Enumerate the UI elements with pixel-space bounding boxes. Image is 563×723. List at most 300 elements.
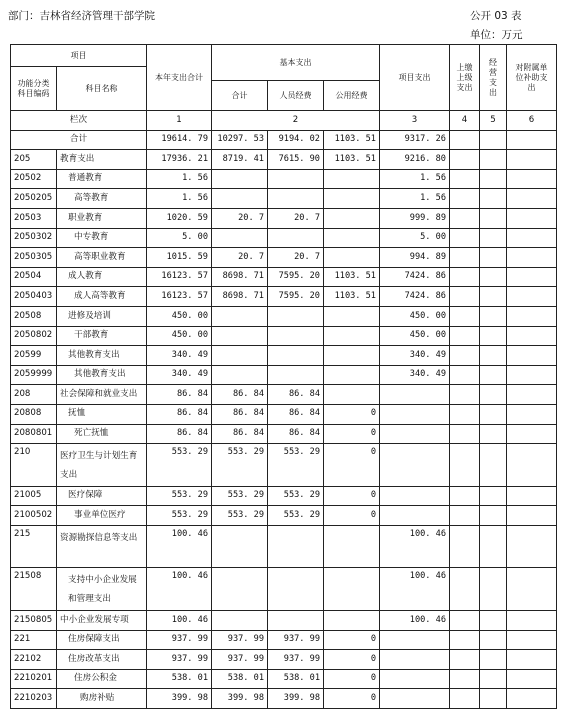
total-business [480, 130, 507, 150]
public-cell [324, 365, 380, 385]
table-number: 公开 03 表 [470, 10, 522, 22]
business-cell [480, 385, 507, 405]
public-cell [324, 169, 380, 189]
name-cell: 医疗保障 [57, 486, 147, 506]
project-cell: 9216. 80 [380, 150, 450, 170]
name-cell: 购房补贴 [57, 689, 147, 709]
upper-cell [450, 326, 480, 346]
business-cell [480, 208, 507, 228]
personnel-cell [268, 326, 324, 346]
subsidy-cell [507, 287, 557, 307]
business-cell [480, 267, 507, 287]
public-cell [324, 568, 380, 611]
public-cell [324, 189, 380, 209]
name-cell: 社会保障和就业支出 [57, 385, 147, 405]
subsidy-cell [507, 346, 557, 366]
total-label: 合计 [11, 130, 147, 150]
total-cell: 100. 46 [147, 611, 212, 631]
total-cell: 5. 00 [147, 228, 212, 248]
personnel-cell: 538. 01 [268, 669, 324, 689]
basic-total-cell: 20. 7 [212, 208, 268, 228]
header-public: 公用经费 [324, 81, 380, 111]
name-cell: 成人教育 [57, 267, 147, 287]
subsidy-cell [507, 444, 557, 487]
project-cell: 100. 46 [380, 568, 450, 611]
table-row [11, 365, 557, 385]
unit-label: 单位：万元 [470, 29, 523, 41]
upper-cell [450, 506, 480, 526]
basic-total-cell: 937. 99 [212, 630, 268, 650]
name-cell: 干部教育 [57, 326, 147, 346]
upper-cell [450, 444, 480, 487]
table-row [11, 267, 557, 287]
name-cell: 成人高等教育 [57, 287, 147, 307]
table-row [11, 525, 557, 568]
personnel-cell [268, 365, 324, 385]
table-row [11, 346, 557, 366]
public-cell: 0 [324, 689, 380, 709]
table-row [11, 444, 557, 487]
public-cell [324, 525, 380, 568]
subsidy-cell [507, 650, 557, 670]
index-2: 2 [212, 111, 380, 131]
code-cell: 20502 [11, 169, 57, 189]
total-upper [450, 130, 480, 150]
subsidy-cell [507, 630, 557, 650]
subsidy-cell [507, 306, 557, 326]
project-cell: 100. 46 [380, 611, 450, 631]
business-cell [480, 486, 507, 506]
name-cell: 进修及培训 [57, 306, 147, 326]
code-cell: 21005 [11, 486, 57, 506]
public-cell: 0 [324, 650, 380, 670]
total-cell: 553. 29 [147, 444, 212, 487]
total-project: 9317. 26 [380, 130, 450, 150]
business-cell [480, 189, 507, 209]
public-cell [324, 385, 380, 405]
basic-total-cell [212, 306, 268, 326]
upper-cell [450, 150, 480, 170]
business-cell [480, 306, 507, 326]
code-cell: 22102 [11, 650, 57, 670]
subsidy-cell [507, 267, 557, 287]
name-cell: 支持中小企业发展和管理支出 [57, 568, 147, 611]
table-row [11, 669, 557, 689]
header-item: 项目 [11, 45, 147, 67]
business-cell [480, 287, 507, 307]
basic-total-cell: 538. 01 [212, 669, 268, 689]
total-cell: 450. 00 [147, 306, 212, 326]
table-row [11, 689, 557, 709]
project-cell [380, 630, 450, 650]
business-cell [480, 150, 507, 170]
public-cell: 0 [324, 404, 380, 424]
total-cell: 399. 98 [147, 689, 212, 709]
upper-cell [450, 630, 480, 650]
name-cell: 住房改革支出 [57, 650, 147, 670]
public-cell: 1103. 51 [324, 287, 380, 307]
project-cell: 1. 56 [380, 169, 450, 189]
personnel-cell: 7615. 90 [268, 150, 324, 170]
name-cell: 高等教育 [57, 189, 147, 209]
total-cell: 937. 99 [147, 650, 212, 670]
project-cell [380, 650, 450, 670]
project-cell [380, 689, 450, 709]
upper-cell [450, 267, 480, 287]
basic-total-cell: 8698. 71 [212, 287, 268, 307]
name-cell: 资源勘探信息等支出 [57, 525, 147, 568]
basic-total-cell: 8698. 71 [212, 267, 268, 287]
header-basic: 基本支出 [212, 45, 380, 81]
personnel-cell [268, 306, 324, 326]
subsidy-cell [507, 506, 557, 526]
upper-cell [450, 208, 480, 228]
name-cell: 住房公积金 [57, 669, 147, 689]
name-cell: 其他教育支出 [57, 365, 147, 385]
code-cell: 205 [11, 150, 57, 170]
index-5: 5 [480, 111, 507, 131]
table-row [11, 385, 557, 405]
total-cell: 553. 29 [147, 506, 212, 526]
code-cell: 20808 [11, 404, 57, 424]
business-cell [480, 689, 507, 709]
subsidy-cell [507, 424, 557, 444]
upper-cell [450, 404, 480, 424]
personnel-cell: 86. 84 [268, 424, 324, 444]
total-cell: 86. 84 [147, 404, 212, 424]
business-cell [480, 444, 507, 487]
basic-total-cell: 20. 7 [212, 248, 268, 268]
header-upper: 上缴上级支出 [450, 45, 480, 111]
project-cell [380, 669, 450, 689]
subsidy-cell [507, 404, 557, 424]
business-cell [480, 365, 507, 385]
code-cell: 20508 [11, 306, 57, 326]
index-label: 栏次 [11, 111, 147, 131]
project-cell: 7424. 86 [380, 287, 450, 307]
subsidy-cell [507, 525, 557, 568]
index-1: 1 [147, 111, 212, 131]
upper-cell [450, 287, 480, 307]
total-cell: 16123. 57 [147, 267, 212, 287]
upper-cell [450, 424, 480, 444]
upper-cell [450, 689, 480, 709]
subsidy-cell [507, 189, 557, 209]
subsidy-cell [507, 326, 557, 346]
project-cell: 340. 49 [380, 365, 450, 385]
total-cell: 1. 56 [147, 169, 212, 189]
name-cell: 事业单位医疗 [57, 506, 147, 526]
subsidy-cell [507, 150, 557, 170]
table-row [11, 189, 557, 209]
table-row [11, 611, 557, 631]
code-cell: 2050802 [11, 326, 57, 346]
total-public: 1103. 51 [324, 130, 380, 150]
subsidy-cell [507, 365, 557, 385]
business-cell [480, 506, 507, 526]
header-business: 经营支出 [480, 45, 507, 111]
table-row [11, 424, 557, 444]
personnel-cell [268, 189, 324, 209]
upper-cell [450, 486, 480, 506]
business-cell [480, 346, 507, 366]
name-cell: 死亡抚恤 [57, 424, 147, 444]
total-sum: 19614. 79 [147, 130, 212, 150]
code-cell: 215 [11, 525, 57, 568]
code-cell: 21508 [11, 568, 57, 611]
code-cell: 2059999 [11, 365, 57, 385]
personnel-cell [268, 611, 324, 631]
basic-total-cell: 8719. 41 [212, 150, 268, 170]
name-cell: 中专教育 [57, 228, 147, 248]
public-cell [324, 611, 380, 631]
project-cell: 994. 89 [380, 248, 450, 268]
personnel-cell [268, 169, 324, 189]
personnel-cell: 86. 84 [268, 404, 324, 424]
public-cell: 0 [324, 630, 380, 650]
project-cell: 1. 56 [380, 189, 450, 209]
business-cell [480, 424, 507, 444]
business-cell [480, 228, 507, 248]
code-cell: 2050205 [11, 189, 57, 209]
table-row [11, 326, 557, 346]
total-cell: 937. 99 [147, 630, 212, 650]
business-cell [480, 611, 507, 631]
name-cell: 职业教育 [57, 208, 147, 228]
business-cell [480, 630, 507, 650]
public-cell [324, 208, 380, 228]
project-cell [380, 404, 450, 424]
project-cell: 999. 89 [380, 208, 450, 228]
table-row [11, 486, 557, 506]
project-cell [380, 385, 450, 405]
public-cell [324, 248, 380, 268]
header-subsidy: 对附属单位补助支出 [507, 45, 557, 111]
table-row [11, 306, 557, 326]
name-cell: 普通教育 [57, 169, 147, 189]
basic-total-cell [212, 189, 268, 209]
upper-cell [450, 248, 480, 268]
total-basic: 10297. 53 [212, 130, 268, 150]
code-cell: 2210203 [11, 689, 57, 709]
code-cell: 210 [11, 444, 57, 487]
public-cell: 0 [324, 444, 380, 487]
public-cell: 1103. 51 [324, 267, 380, 287]
project-cell: 340. 49 [380, 346, 450, 366]
header-total: 本年支出合计 [147, 45, 212, 111]
subsidy-cell [507, 169, 557, 189]
basic-total-cell [212, 228, 268, 248]
upper-cell [450, 568, 480, 611]
total-cell: 17936. 21 [147, 150, 212, 170]
code-cell: 2210201 [11, 669, 57, 689]
personnel-cell: 553. 29 [268, 486, 324, 506]
total-cell: 86. 84 [147, 424, 212, 444]
upper-cell [450, 169, 480, 189]
project-cell [380, 424, 450, 444]
total-cell: 1020. 59 [147, 208, 212, 228]
header-basic-total: 合计 [212, 81, 268, 111]
public-cell [324, 326, 380, 346]
personnel-cell: 937. 99 [268, 630, 324, 650]
project-cell: 5. 00 [380, 228, 450, 248]
table-row [11, 169, 557, 189]
upper-cell [450, 365, 480, 385]
code-cell: 2050302 [11, 228, 57, 248]
name-cell: 其他教育支出 [57, 346, 147, 366]
personnel-cell [268, 525, 324, 568]
subsidy-cell [507, 385, 557, 405]
code-cell: 20504 [11, 267, 57, 287]
personnel-cell: 553. 29 [268, 444, 324, 487]
public-cell [324, 346, 380, 366]
business-cell [480, 568, 507, 611]
subsidy-cell [507, 689, 557, 709]
personnel-cell: 7595. 20 [268, 267, 324, 287]
upper-cell [450, 650, 480, 670]
code-cell: 2050305 [11, 248, 57, 268]
upper-cell [450, 669, 480, 689]
basic-total-cell [212, 525, 268, 568]
basic-total-cell [212, 568, 268, 611]
index-6: 6 [507, 111, 557, 131]
public-cell: 0 [324, 424, 380, 444]
basic-total-cell: 553. 29 [212, 486, 268, 506]
basic-total-cell [212, 611, 268, 631]
header-name: 科目名称 [57, 67, 147, 111]
total-cell: 340. 49 [147, 365, 212, 385]
index-3: 3 [380, 111, 450, 131]
business-cell [480, 669, 507, 689]
personnel-cell: 7595. 20 [268, 287, 324, 307]
total-cell: 1015. 59 [147, 248, 212, 268]
personnel-cell: 553. 29 [268, 506, 324, 526]
upper-cell [450, 385, 480, 405]
personnel-cell: 86. 84 [268, 385, 324, 405]
subsidy-cell [507, 228, 557, 248]
business-cell [480, 650, 507, 670]
subsidy-cell [507, 611, 557, 631]
table-row [11, 630, 557, 650]
total-cell: 538. 01 [147, 669, 212, 689]
public-cell [324, 306, 380, 326]
upper-cell [450, 306, 480, 326]
project-cell [380, 506, 450, 526]
business-cell [480, 525, 507, 568]
project-cell: 100. 46 [380, 525, 450, 568]
total-cell: 86. 84 [147, 385, 212, 405]
personnel-cell: 937. 99 [268, 650, 324, 670]
personnel-cell [268, 228, 324, 248]
basic-total-cell: 553. 29 [212, 506, 268, 526]
personnel-cell [268, 568, 324, 611]
total-personnel: 9194. 02 [268, 130, 324, 150]
subsidy-cell [507, 208, 557, 228]
upper-cell [450, 189, 480, 209]
name-cell: 医疗卫生与计划生育支出 [57, 444, 147, 487]
personnel-cell: 20. 7 [268, 208, 324, 228]
upper-cell [450, 346, 480, 366]
subsidy-cell [507, 486, 557, 506]
header-project: 项目支出 [380, 45, 450, 111]
code-cell: 2080801 [11, 424, 57, 444]
basic-total-cell: 553. 29 [212, 444, 268, 487]
table-row [11, 568, 557, 611]
index-4: 4 [450, 111, 480, 131]
name-cell: 抚恤 [57, 404, 147, 424]
code-cell: 221 [11, 630, 57, 650]
project-cell: 450. 00 [380, 306, 450, 326]
personnel-cell: 20. 7 [268, 248, 324, 268]
total-cell: 340. 49 [147, 346, 212, 366]
business-cell [480, 169, 507, 189]
name-cell: 中小企业发展专项 [57, 611, 147, 631]
basic-total-cell: 937. 99 [212, 650, 268, 670]
total-cell: 16123. 57 [147, 287, 212, 307]
table-row [11, 506, 557, 526]
basic-total-cell [212, 326, 268, 346]
project-cell: 7424. 86 [380, 267, 450, 287]
basic-total-cell [212, 365, 268, 385]
public-cell: 0 [324, 669, 380, 689]
table-row [11, 650, 557, 670]
name-cell: 教育支出 [57, 150, 147, 170]
personnel-cell: 399. 98 [268, 689, 324, 709]
code-cell: 2100502 [11, 506, 57, 526]
upper-cell [450, 525, 480, 568]
business-cell [480, 326, 507, 346]
name-cell: 住房保障支出 [57, 630, 147, 650]
total-cell: 450. 00 [147, 326, 212, 346]
table-row [11, 248, 557, 268]
table-row [11, 150, 557, 170]
expenditure-table [10, 44, 557, 709]
total-cell: 553. 29 [147, 486, 212, 506]
basic-total-cell: 86. 84 [212, 385, 268, 405]
project-cell: 450. 00 [380, 326, 450, 346]
basic-total-cell: 86. 84 [212, 424, 268, 444]
basic-total-cell: 86. 84 [212, 404, 268, 424]
code-cell: 2050403 [11, 287, 57, 307]
total-cell: 1. 56 [147, 189, 212, 209]
business-cell [480, 404, 507, 424]
business-cell [480, 248, 507, 268]
basic-total-cell: 399. 98 [212, 689, 268, 709]
name-cell: 高等职业教育 [57, 248, 147, 268]
upper-cell [450, 228, 480, 248]
public-cell: 1103. 51 [324, 150, 380, 170]
upper-cell [450, 611, 480, 631]
header-code: 功能分类科目编码 [11, 67, 57, 111]
subsidy-cell [507, 248, 557, 268]
subsidy-cell [507, 669, 557, 689]
table-row [11, 404, 557, 424]
header-personnel: 人员经费 [268, 81, 324, 111]
public-cell: 0 [324, 486, 380, 506]
code-cell: 208 [11, 385, 57, 405]
subsidy-cell [507, 568, 557, 611]
table-row [11, 287, 557, 307]
total-cell: 100. 46 [147, 525, 212, 568]
table-row [11, 228, 557, 248]
total-cell: 100. 46 [147, 568, 212, 611]
code-cell: 20503 [11, 208, 57, 228]
department-label: 部门：吉林省经济管理干部学院 [8, 10, 155, 22]
public-cell: 0 [324, 506, 380, 526]
code-cell: 2150805 [11, 611, 57, 631]
project-cell [380, 486, 450, 506]
project-cell [380, 444, 450, 487]
